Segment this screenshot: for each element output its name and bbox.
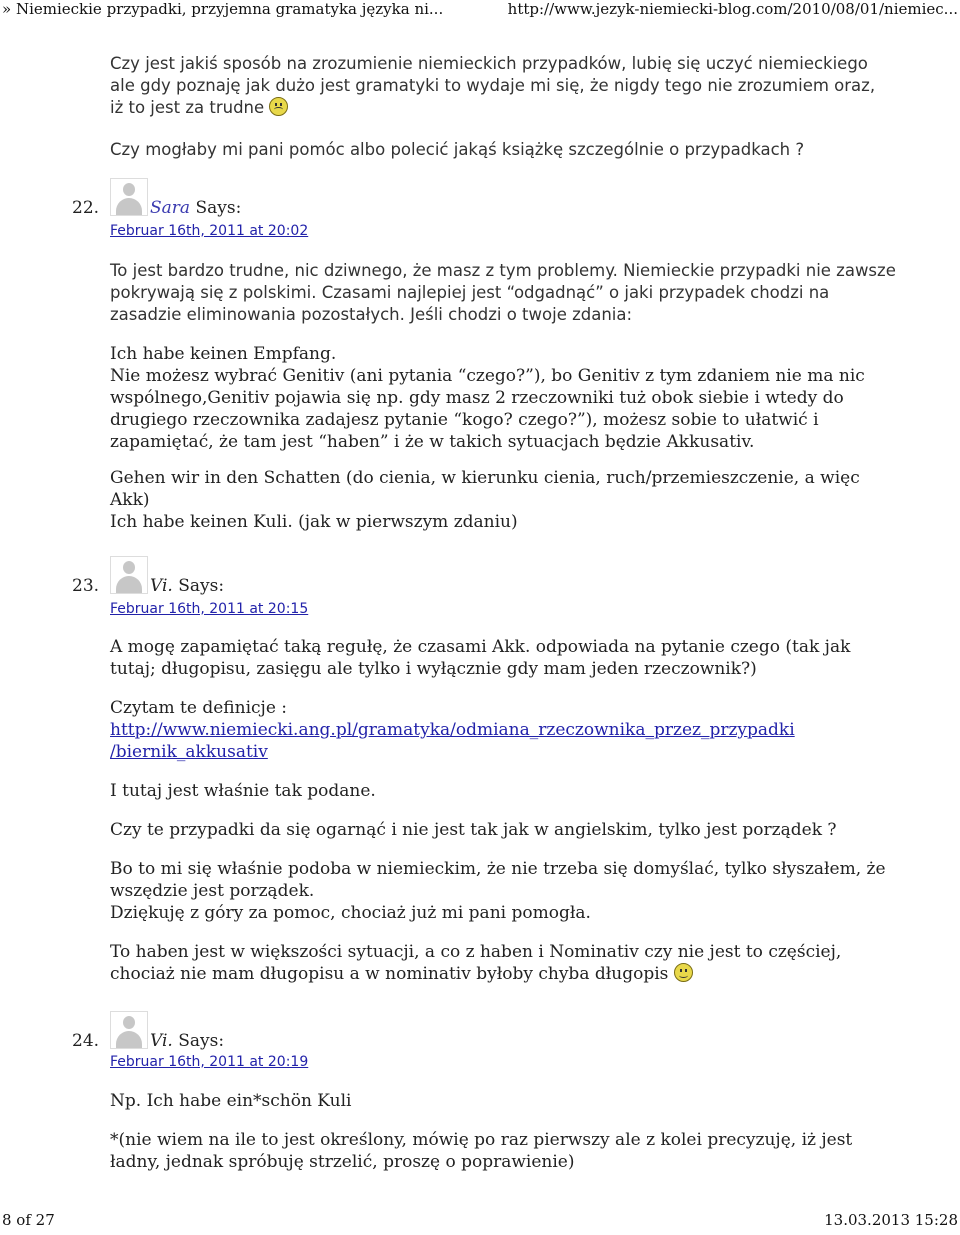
author-name: Vi. — [150, 1031, 173, 1051]
comment-number: 22. — [72, 198, 100, 218]
comment-number: 23. — [72, 576, 100, 596]
comment-number: 24. — [72, 1031, 100, 1051]
author-link[interactable]: Sara — [150, 198, 191, 218]
comment-date-link[interactable]: Februar 16th, 2011 at 20:19 — [110, 1054, 309, 1070]
comment-date-link[interactable]: Februar 16th, 2011 at 20:02 — [110, 223, 309, 239]
comment-paragraph: Czytam te definicje : — [110, 698, 288, 718]
comment-paragraph: Czy te przypadki da się ogarnąć i nie jest tak jak w angielskim, tylko jest porządek ? — [110, 820, 837, 840]
comment-paragraph: I tutaj jest właśnie tak podane. — [110, 781, 376, 801]
print-footer — [0, 1211, 960, 1235]
comment-author: Vi. Says: — [150, 576, 225, 596]
comment-author: Vi. Says: — [150, 1031, 225, 1051]
print-timestamp: 13.03.2013 15:28 — [824, 1211, 958, 1229]
intro-text — [110, 53, 890, 161]
comment-paragraph: Ich habe keinen Empfang. — [110, 344, 337, 364]
comment-body — [110, 260, 900, 326]
sad-smiley-icon — [269, 97, 288, 116]
avatar-icon — [110, 178, 148, 216]
print-header — [0, 0, 960, 20]
comment-paragraph: A mogę zapamiętać taką regułę, że czasami Akk. odpowiada na pytanie czego (tak jak tutaj; długopisu, zasięgu ale tylko i wyłącznie gdy mam jeden rzeczownik?) — [110, 637, 851, 679]
author-name: Vi. — [150, 576, 173, 596]
comment-paragraph: To jest bardzo trudne, nic dziwnego, że masz z tym problemy. Niemieckie przypadki nie zawsze pokrywają się z polskimi. Czasami najlepiej jest “odgadnąć” o jaki przypadek chodzi na zasadzie eliminowania pozostałych. Jeśli chodzi o twoje zdania: — [110, 261, 896, 324]
definition-link[interactable]: http://www.niemiecki.ang.pl/gramatyka/odmiana_rzeczownika_przez_przypadki — [110, 720, 795, 740]
comment-body — [110, 636, 900, 985]
page-count: 8 of 27 — [2, 1211, 55, 1229]
comment-paragraph — [110, 719, 900, 741]
comment-paragraph: Nie możesz wybrać Genitiv (ani pytania “czego?”), bo Genitiv z tym zdaniem nie ma nic wspólnego,Genitiv pojawia się np. gdy masz 2 rzeczowniki tuż obok siebie i wtedy do drugiego rzeczownika zadajesz pytanie “kogo? czego?”), możesz sobie to ułatwić i zapamiętać, że tam jest “haben” i że w takich sytuacjach będzie Akkusativ. — [110, 366, 865, 452]
comment-author: Sara Says: — [150, 198, 242, 218]
avatar-icon — [110, 556, 148, 594]
comment-body — [110, 1090, 900, 1173]
comment-paragraph: Ich habe keinen Kuli. (jak w pierwszym zdaniu) — [110, 512, 518, 532]
comment-paragraph: Bo to mi się właśnie podoba w niemieckim, że nie trzeba się domyślać, tylko słyszałem, że wszędzie jest porządek. — [110, 859, 886, 901]
comment-paragraph — [110, 741, 900, 763]
comment-paragraph: *(nie wiem na ile to jest określony, mówię po raz pierwszy ale z kolei precyzuję, iż jest ładny, jednak spróbuję strzelić, proszę o poprawienie) — [110, 1130, 853, 1172]
page-title: » Niemieckie przypadki, przyjemna gramatyka języka ni... — [2, 0, 444, 18]
comment-date-link[interactable]: Februar 16th, 2011 at 20:15 — [110, 601, 309, 617]
definition-link-cont[interactable]: /biernik_akkusativ — [110, 742, 268, 762]
comment-paragraph: Gehen wir in den Schatten (do cienia, w kierunku cienia, ruch/przemieszczenie, a więc Akk) — [110, 468, 860, 510]
comment-paragraph: Np. Ich habe ein*schön Kuli — [110, 1091, 352, 1111]
page-url: http://www.jezyk-niemiecki-blog.com/2010/08/01/niemiec... — [507, 0, 958, 18]
happy-smiley-icon — [674, 963, 693, 982]
comment-paragraph: Dziękuję z góry za pomoc, chociaż już mi pani pomogła. — [110, 903, 591, 923]
comment-body-serif — [110, 343, 900, 533]
avatar-icon — [110, 1011, 148, 1049]
intro-paragraph: Czy jest jakiś sposób na zrozumienie niemieckich przypadków, lubię się uczyć niemieckiego ale gdy poznaję jak dużo jest gramatyki to wydaje mi się, że nigdy tego nie zrozumiem oraz, iż to jest za trudne — [110, 54, 876, 117]
intro-paragraph: Czy mogłaby mi pani pomóc albo polecić jakąś książkę szczególnie o przypadkach ? — [110, 140, 805, 159]
comment-paragraph: To haben jest w większości sytuacji, a co z haben i Nominativ czy nie jest to częściej, chociaż nie mam długopisu a w nominativ byłoby chyba długopis — [110, 942, 842, 984]
